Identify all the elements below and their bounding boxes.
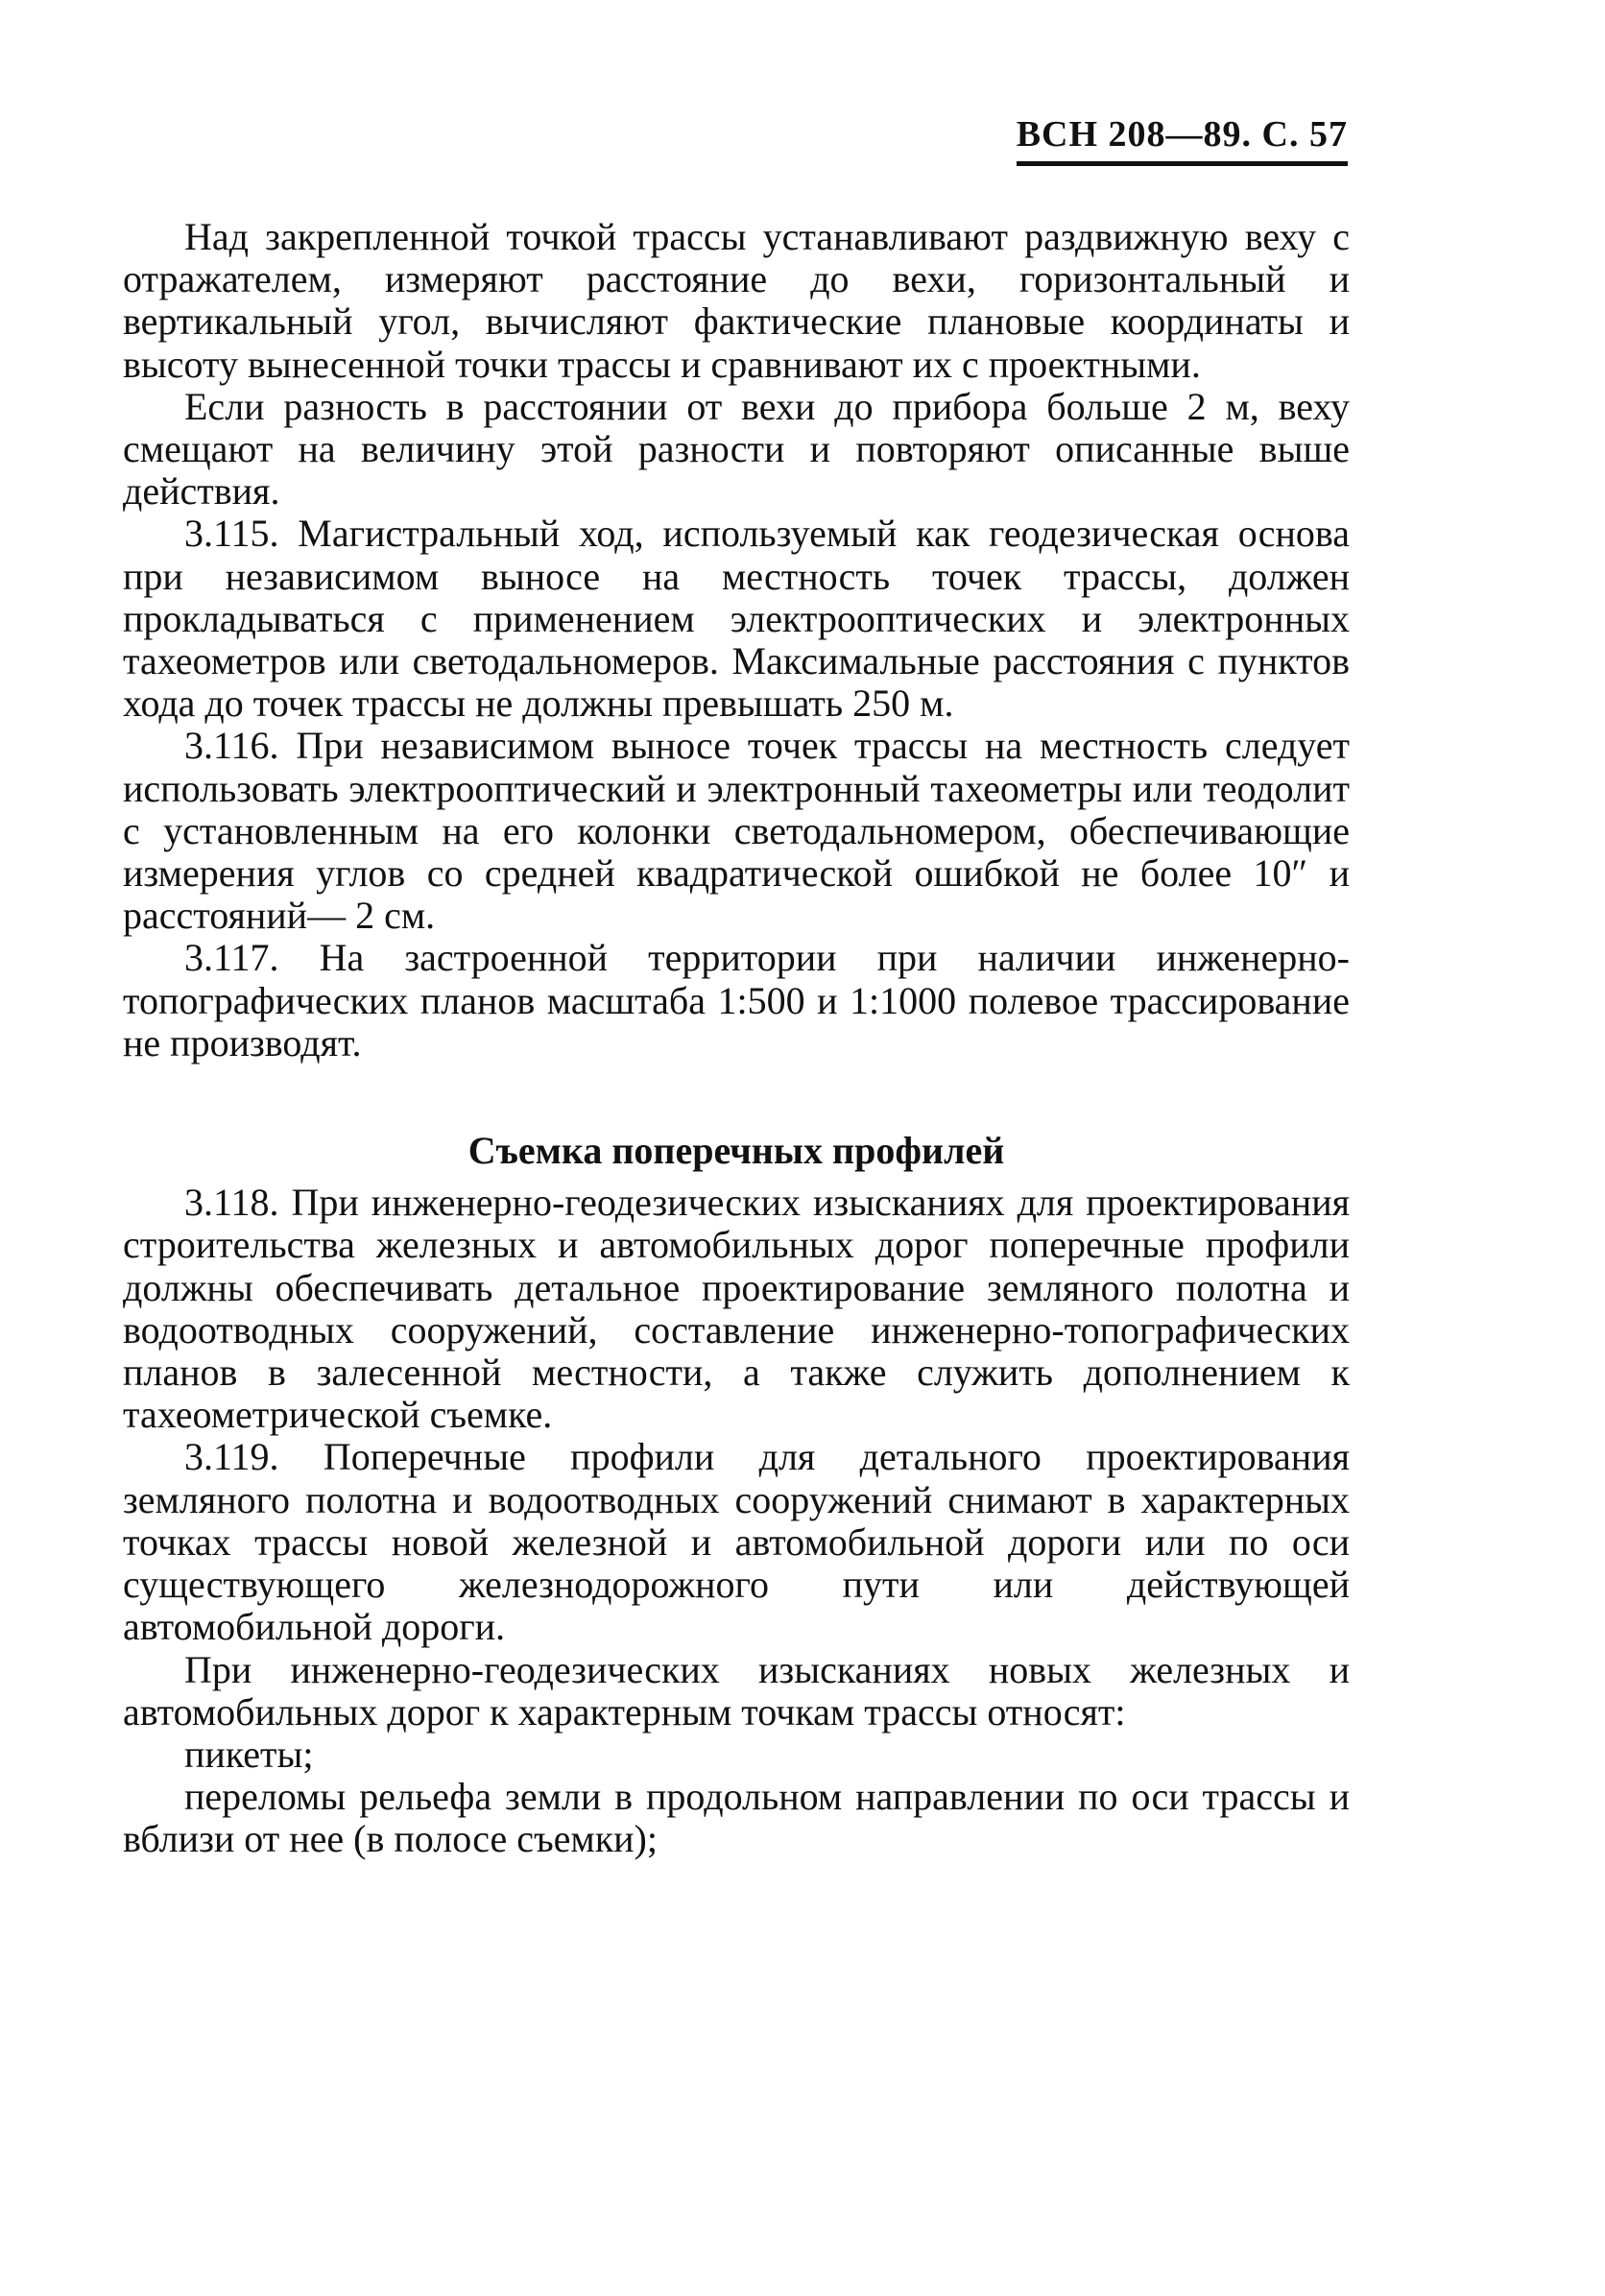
paragraph: При инженерно-геодезических изысканиях новых железных и автомобильных дорог к характерным точкам трассы относят: [123, 1647, 1350, 1734]
body-text [123, 216, 1350, 1861]
paragraph: Над закрепленной точкой трассы устанавливают раздвижную веху с отражателем, измеряют расстояние до вехи, горизонтальный и вертикальный угол, вычисляют фактические плановые координаты и высоту вынесенной точки трассы и сравнивают их с проектными. [123, 215, 1350, 386]
paragraph-3-118: 3.118. При инженерно-геодезических изысканиях для проектирования строительства железных и автомобильных дорог поперечные профили должны обеспечивать детальное проектирование земляного полотна и водоотводных сооружений, составление инженерно-топографических планов в залесенной местности, а также служить дополнением к тахеометрической съемке. [123, 1181, 1350, 1437]
section-heading: Съемка поперечных профилей [467, 1129, 1005, 1173]
paragraph-3-115: 3.115. Магистральный ход, используемый как геодезическая основа при независимом выносе на местность точек трассы, должен прокладываться с применением электрооптических и электронных тахеометров или светодальномеров. Максимальные расстояния с пунктов хода до точек трассы не должны превышать 250 м. [123, 512, 1350, 726]
paragraph-3-117: 3.117. На застроенной территории при наличии инженерно-топографических планов масштаба 1:500 и 1:1000 полевое трассирование не производят. [123, 936, 1350, 1064]
paragraph-3-119: 3.119. Поперечные профили для детального проектирования земляного полотна и водоотводных сооружений снимают в характерных точках трассы новой железной и автомобильной дороги или по оси существующего железнодорожного пути или действующей автомобильной дороги. [123, 1435, 1350, 1649]
list-item: переломы рельефа земли в продольном направлении по оси трассы и вблизи от нее (в полосе съемки); [123, 1775, 1350, 1861]
paragraph-3-116: 3.116. При независимом выносе точек трассы на местность следует использовать электрооптический и электронный тахеометры или теодолит с установленным на его колонки светодальномером, обеспечивающие измерения углов со средней квадратической ошибкой не более 10″ и расстояний— 2 см. [123, 724, 1350, 938]
paragraph: Если разность в расстоянии от вехи до прибора больше 2 м, веху смещают на величину этой разности и повторяют описанные выше действия. [123, 384, 1350, 514]
running-head: ВСН 208—89. С. 57 [1017, 113, 1348, 166]
list-item: пикеты; [184, 1732, 314, 1776]
